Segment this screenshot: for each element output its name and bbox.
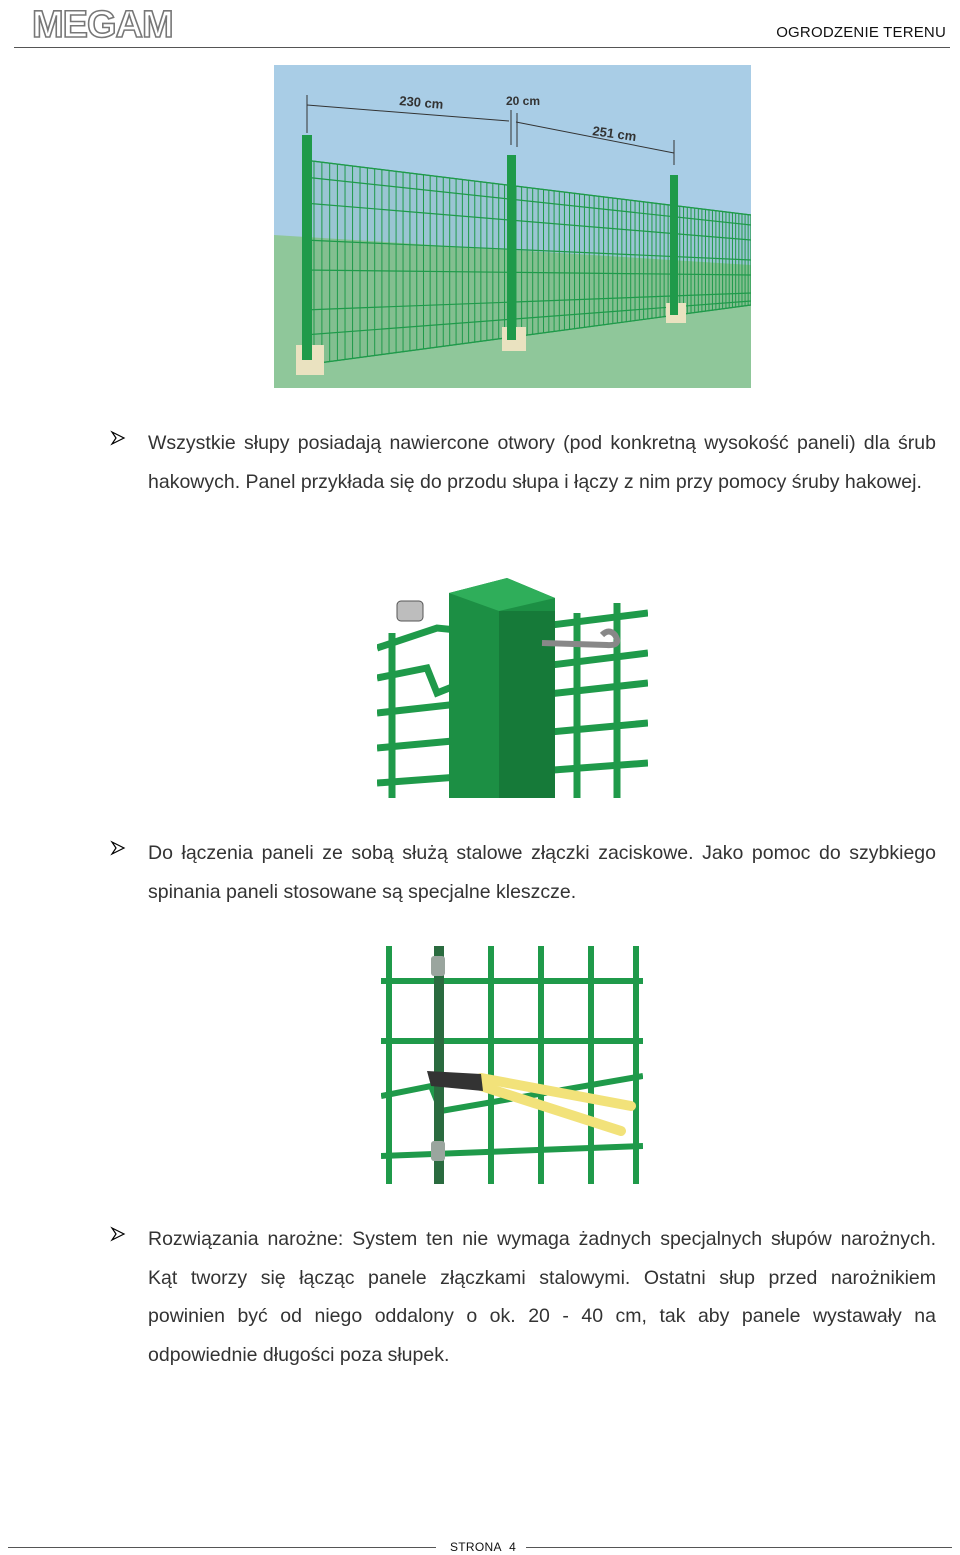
bullet-text: Wszystkie słupy posiadają nawiercone otwory (pod konkretną wysokość paneli) dla śrub hakowych. Panel przykłada się do przodu słupa i łączy z nim przy pomocy śruby hakowej. xyxy=(148,432,936,493)
header-title: OGRODZENIE TERENU xyxy=(776,24,946,41)
page-number xyxy=(450,1540,516,1554)
bullet-item-clamps xyxy=(110,834,950,914)
bullet-item-hook-screws xyxy=(110,424,950,540)
bullet-text: Rozwiązania narożne: System ten nie wymaga żadnych specjalnych słupów narożnych. Kąt tworzy się łącząc panele złączkami stalowymi. Ostatni słup przed narożnikiem powinien być od niego oddalony o ok. 20 - 40 cm, tak aby panele wystawały na odpowiednie długości poza słupek. xyxy=(148,1228,936,1366)
fence-panorama-image xyxy=(274,65,751,388)
arrow-bullet-icon xyxy=(110,840,126,856)
clamp-pliers-image xyxy=(381,946,643,1184)
arrow-bullet-icon xyxy=(110,1226,126,1242)
page-label: STRONA xyxy=(450,1540,502,1554)
bullet-text: Do łączenia paneli ze sobą służą stalowe złączki zaciskowe. Jako pomoc do szybkiego spinania paneli stosowane są specjalne kleszcze. xyxy=(148,842,936,903)
bullet-item-corner-solutions xyxy=(110,1220,950,1380)
page-number-value: 4 xyxy=(509,1540,517,1554)
hook-bolt-post-image xyxy=(377,573,648,798)
page-header xyxy=(0,0,960,60)
footer-divider-left xyxy=(8,1547,436,1548)
dimension-251-label: 251 cm xyxy=(591,123,638,145)
dimension-20-label: 20 cm xyxy=(506,94,541,108)
footer-divider-right xyxy=(526,1547,952,1548)
header-divider xyxy=(14,47,950,48)
dimension-230-label: 230 cm xyxy=(398,93,444,112)
arrow-bullet-icon xyxy=(110,430,126,446)
megam-logo xyxy=(30,2,180,49)
page-footer xyxy=(0,1540,960,1555)
logo-text: MEGAM xyxy=(32,4,173,44)
